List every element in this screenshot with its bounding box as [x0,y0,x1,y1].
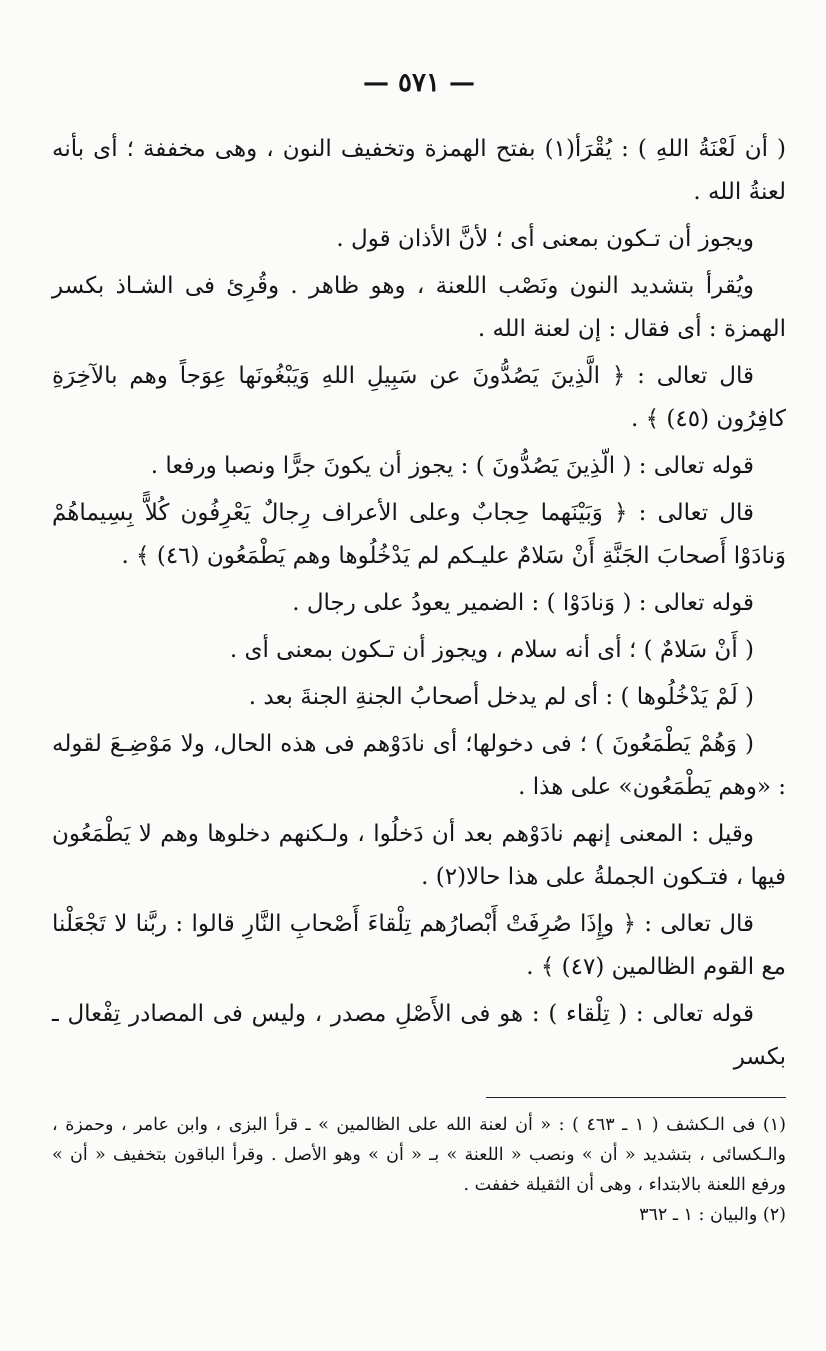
paragraph-1: ( أن لَعْنَةُ اللهِ ) : يُقْرَأ(١) بفتح الهمزة وتخفيف النون ، وهى مخففة ؛ أى بأنه لعنةُ الله . [52,136,786,205]
page-number: — ٥٧١ — [362,68,476,98]
paragraph-2: ويجوز أن تـكون بمعنى أى ؛ لأنَّ الأذان قول . [336,226,754,252]
footnote-2: (٢) والبيان : ١ ـ ٣٦٢ [639,1205,786,1225]
paragraph-11: وقيل : المعنى إنهم نادَوْهم بعد أن دَخلُوا ، ولـكنهم دخلوها وهم لا يَطْمَعُون فيها ، فتـكون الجملةُ على هذا حالا(٢) . [52,821,786,890]
main-text [52,128,786,1079]
paragraph-5: قوله تعالى : ( الّذِينَ يَصُدُّونَ ) : يجوز أن يكونَ جرًّا ونصبا ورفعا . [150,453,754,479]
paragraph-12: قال تعالى : ﴿ وإِذَا صُرِفَتْ أَبْصارُهم تِلْقاءَ أَصْحابِ النَّارِ قالوا : ربَّنا لا تَجْعَلْنا مع القوم الظالمين (٤٧) ﴾ . [52,911,786,980]
paragraph-8: ( أَنْ سَلامٌ ) ؛ أى أنه سلام ، ويجوز أن تـكون بمعنى أى . [229,637,754,663]
paragraph-9: ( لَمْ يَدْخُلُوها ) : أى لم يدخل أصحابُ الجنةِ الجنةَ بعد . [248,684,754,710]
footnotes [52,1110,786,1230]
paragraph-6: قال تعالى : ﴿ وَبَيْنَهما حِجابٌ وعلى الأعراف رِجالٌ يَعْرِفُون كُلاًّ بِسِيماهُمْ وَنادَوْا أَصحابَ الجَنَّةِ أَنْ سَلامٌ عليـكم لم يَدْخُلُوها وهم يَطْمَعُون (٤٦) ﴾ . [52,500,786,569]
paragraph-10: ( وَهُمْ يَطْمَعُونَ ) ؛ فى دخولها؛ أى نادَوْهم فى هذه الحال، ولا مَوْضِـعَ لقوله : «وهم يَطْمَعُون» على هذا . [52,731,786,800]
paragraph-4: قال تعالى : ﴿ الَّذِينَ يَصُدُّونَ عن سَبِيلِ اللهِ وَيَبْغُونَها عِوَجاً وهم بالآخِرَةِ كافِرُون (٤٥) ﴾ . [52,363,786,432]
footnote-divider [486,1097,786,1098]
footnote-1: (١) فى الـكشف ( ١ ـ ٤٦٣ ) : « أن لعنة الله على الظالمين » ـ قرأ البزى ، وابن عامر ، وحمزة ، والـكسائى ، بتشديد « أن » ونصب « اللعنة » بـ « أن » وهو الأصل . وقرأ الباقون بتخفيف « أن » ورفع اللعنة بالابتداء ، وهى أن الثقيلة خففت . [52,1115,786,1195]
paragraph-7: قوله تعالى : ( وَنادَوْا ) : الضمير يعودُ على رجال . [292,590,754,616]
paragraph-13: قوله تعالى : ( تِلْقاء ) : هو فى الأَصْلِ مصدر ، وليس فى المصادر تِفْعال ـ بكسر [52,1001,786,1070]
paragraph-3: ويُقرأ بتشديد النون ونَصْب اللعنة ، وهو ظاهر . وقُرِئ فى الشـاذ بكسر الهمزة : أى فقال : إن لعنة الله . [52,273,786,342]
